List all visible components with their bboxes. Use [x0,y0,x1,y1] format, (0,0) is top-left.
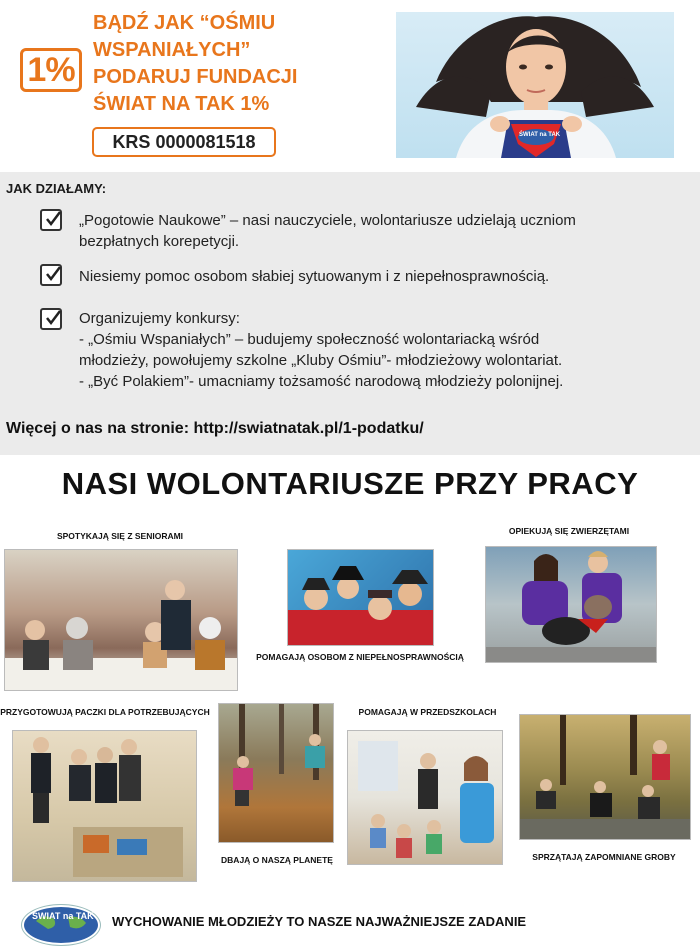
headline-line-2: WSPANIAŁYCH” [93,39,251,61]
photo-graves-figures [520,715,690,839]
photo-animals-figures [486,547,656,662]
caption-seniors: SPOTYKAJĄ SIĘ Z SENIORAMI [56,531,184,541]
photo-preschool [347,730,503,865]
photo-disabled [287,549,434,646]
caption-planet: DBAJĄ O NASZĄ PLANETĘ [221,855,333,865]
photo-packages-figures [13,731,196,881]
checkbox-icon [40,308,62,330]
headline-line-1: BĄDŹ JAK “OŚMIU [93,12,276,34]
more-info-link[interactable]: Więcej o nas na stronie: http://swiatnatak.pl/1-podatku/ [6,420,424,437]
photo-seniors-figures [5,550,237,690]
caption-packages: PRZYGOTOWUJĄ PACZKI DLA POTRZEBUJĄCYCH [0,707,210,717]
info-item-3-line-2: - „Ośmiu Wspaniałych” – budujemy społeczność wolontariacką wśród [79,331,540,348]
caption-preschool: POMAGAJĄ W PRZEDSZKOLACH [358,707,497,717]
checkbox-icon [40,264,62,286]
caption-disabled: POMAGAJĄ OSOBOM Z NIEPEŁNOSPRAWNOŚCIĄ [256,652,464,662]
caption-graves: SPRZĄTAJĄ ZAPOMNIANE GROBY [532,852,676,862]
checkbox-icon [40,209,62,231]
photo-planet [218,703,334,843]
krs-number: KRS 0000081518 [92,127,276,157]
how-we-work-title: JAK DZIAŁAMY: [6,181,107,196]
superhero-illustration [396,12,674,158]
info-item-1-line-1: „Pogotowie Naukowe” – nasi nauczyciele, wolontariusze udzielają uczniom [79,212,576,229]
headline-line-4: ŚWIAT NA TAK 1% [93,93,270,115]
photo-graves [519,714,691,840]
footer-slogan: WYCHOWANIE MŁODZIEŻY TO NASZE NAJWAŻNIEJSZE ZADANIE [112,914,527,929]
info-item-2 [79,266,549,287]
photo-disabled-figures [288,550,433,645]
volunteers-title: NASI WOLONTARIUSZE PRZY PRACY [61,466,639,501]
info-item-3-line-1: Organizujemy konkursy: [79,310,240,327]
photo-seniors [4,549,238,691]
info-item-2-line-1: Niesiemy pomoc osobom słabiej sytuowanym i z niepełnosprawnością. [79,268,550,285]
caption-animals: OPIEKUJĄ SIĘ ZWIERZĘTAMI [508,526,630,536]
foundation-logo-text: ŚWIAT na TAK [32,911,94,921]
headline-line-3: PODARUJ FUNDACJI [93,66,298,88]
info-item-3-line-3: młodzieży, powołujemy szkolne „Kluby Ośmiu”- młodzieżowy wolontariat. [79,352,563,369]
campaign-headline [93,10,383,118]
photo-packages [12,730,197,882]
info-item-3 [79,308,563,392]
foundation-logo [22,905,100,945]
photo-animals [485,546,657,663]
info-item-3-line-4: - „Być Polakiem”- umacniamy tożsamość narodową młodzieży polonijnej. [79,373,564,390]
one-percent-badge: 1% [20,48,82,92]
hero-logo-text: ŚWIAT na TAK [519,132,561,138]
photo-preschool-figures [348,731,502,864]
info-item-1-line-2: bezpłatnych korepetycji. [79,233,240,250]
photo-planet-figures [219,704,333,842]
info-item-1 [79,210,576,252]
